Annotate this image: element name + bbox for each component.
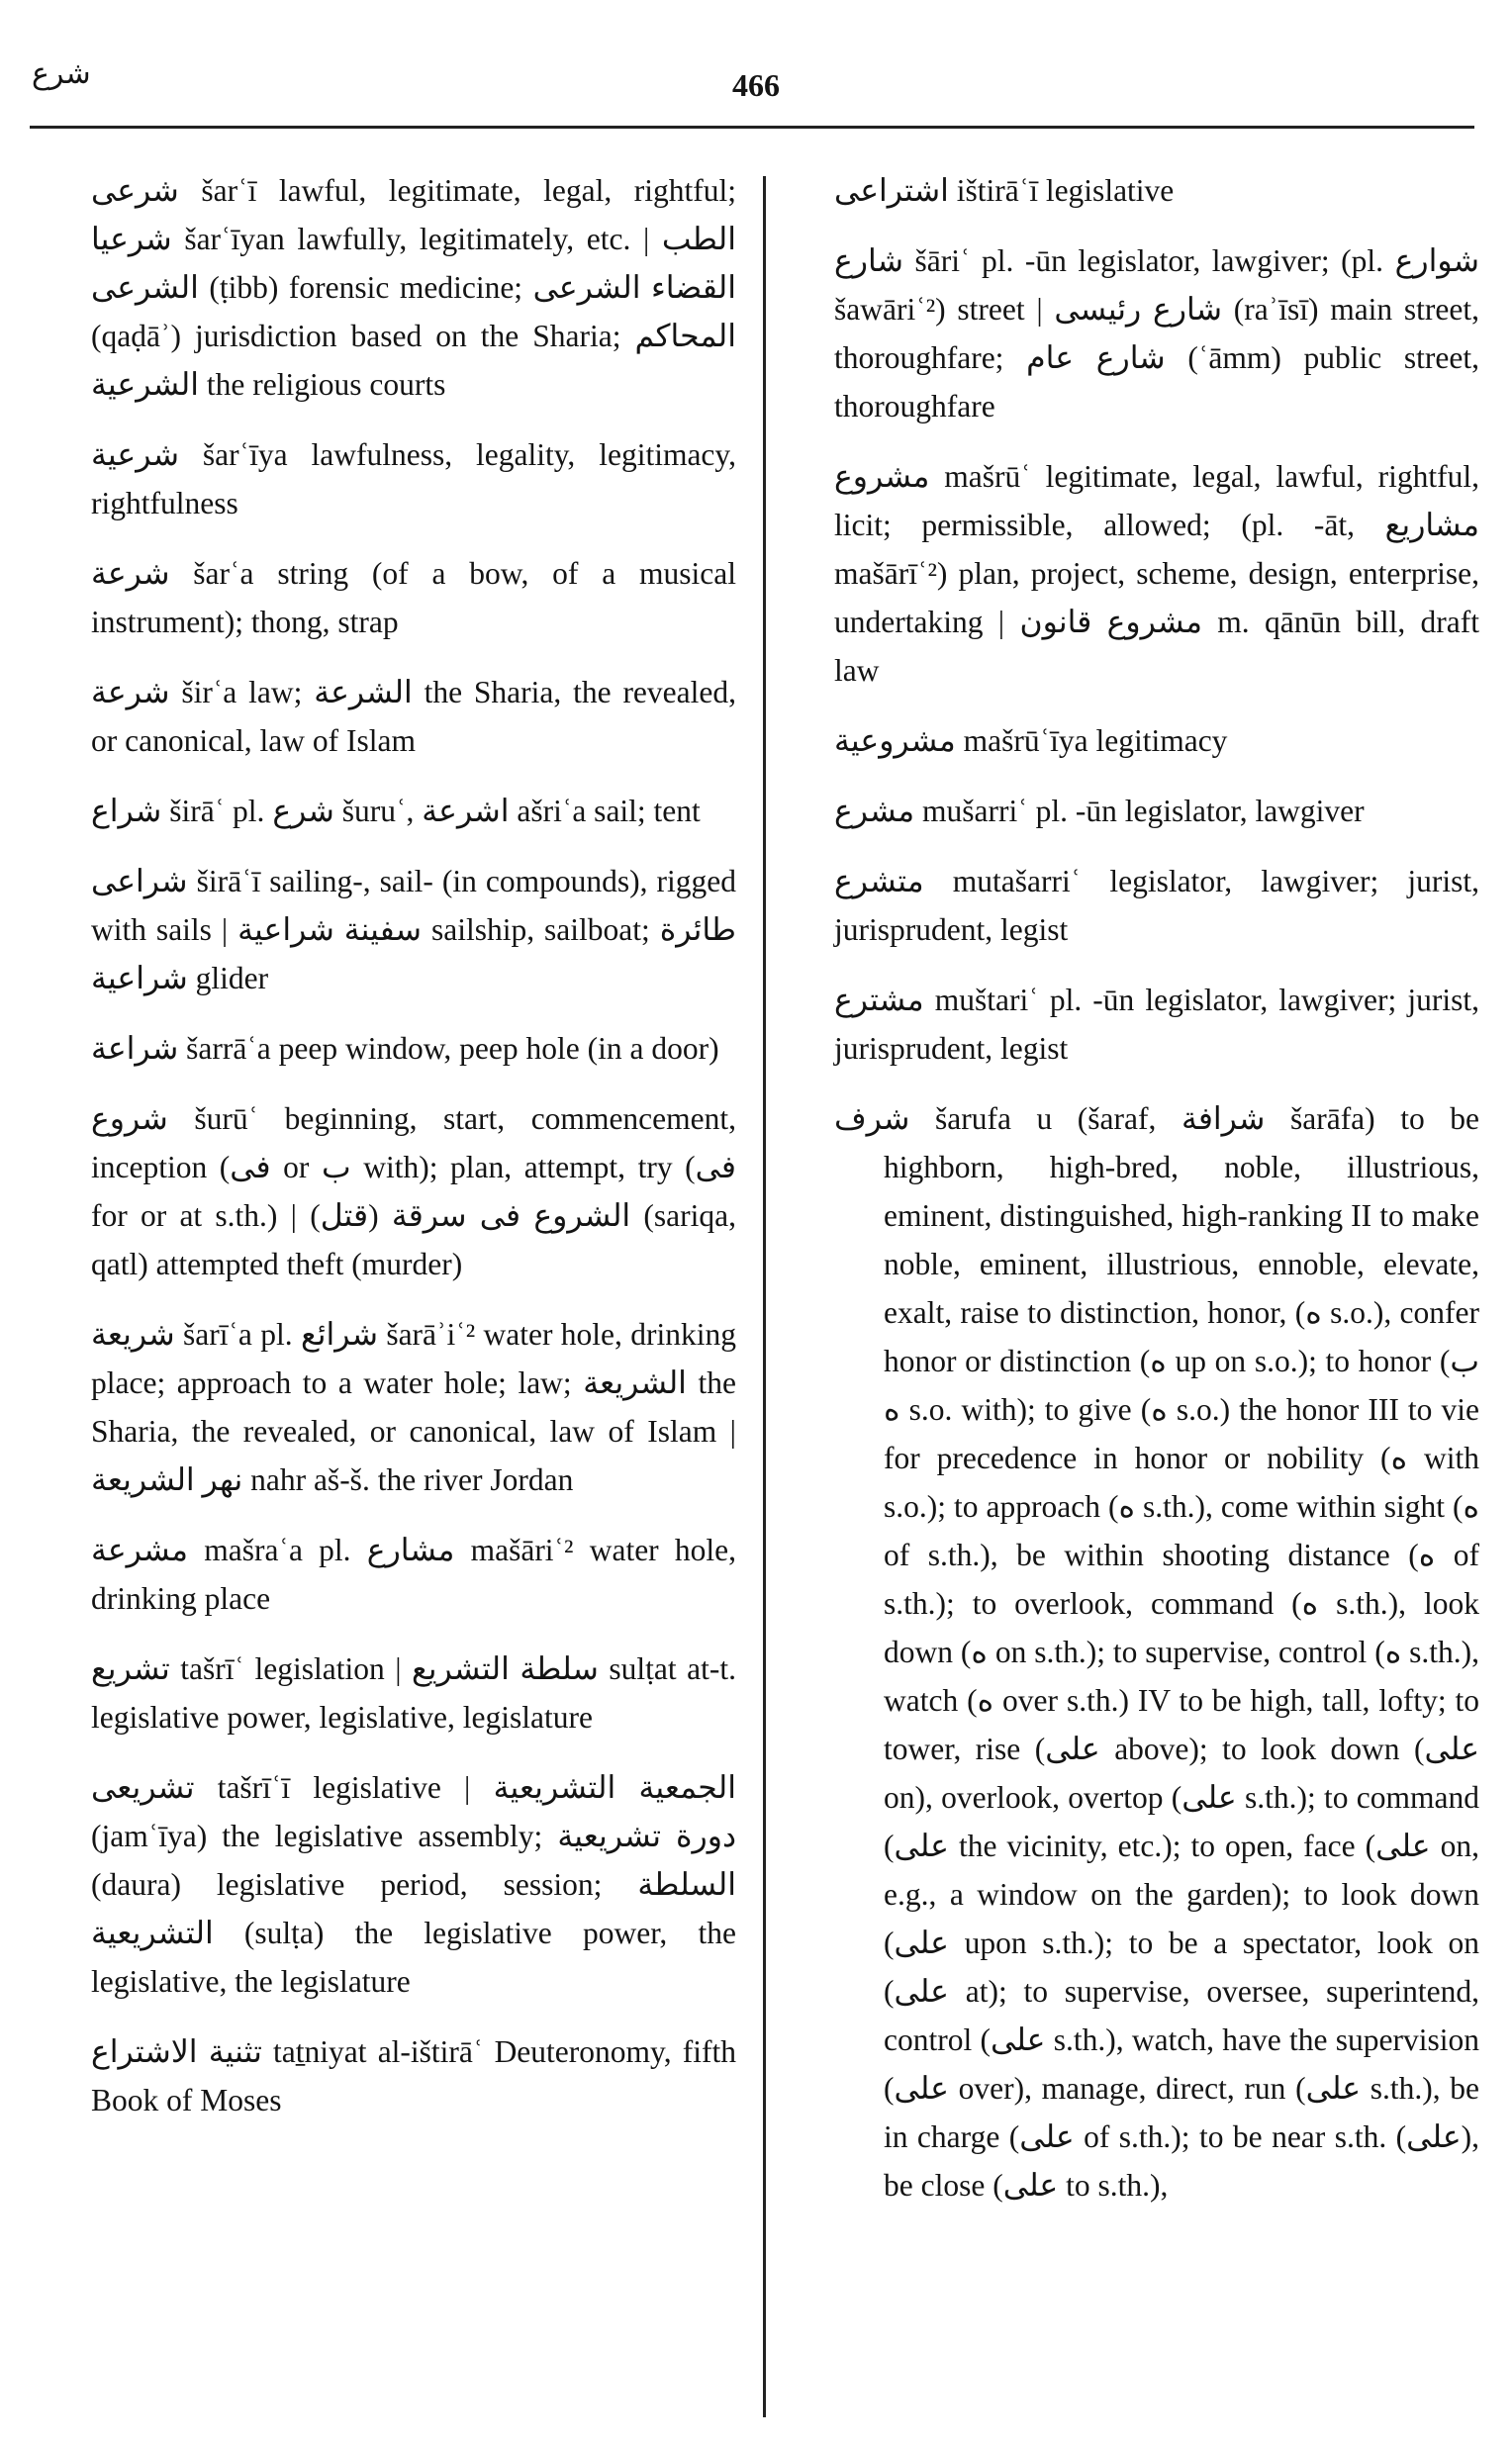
left-column: [91, 166, 736, 2146]
dictionary-entry: شرعية šarʿīya lawfulness, legality, legitimacy, rightfulness: [91, 437, 736, 520]
dictionary-entry: تشريعى tašrīʿī legislative | الجمعية التشريعية (jamʿīya) the legislative assembly; دورة تشريعية (daura) legislative period, session; السلطة التشريعية (sulṭa) the legislative power, the legislative, the legislature: [91, 1770, 736, 1999]
dictionary-entry: مشرع mušarriʿ pl. -ūn legislator, lawgiver: [834, 794, 1365, 828]
header-root-word: شرع: [32, 56, 91, 91]
column-divider: [763, 176, 766, 2417]
dictionary-entry: مشرعة mašraʿa pl. مشارع mašāriʿ² water hole, drinking place: [91, 1533, 736, 1616]
right-column: [834, 166, 1479, 2231]
dictionary-entry: مشروع mašrūʿ legitimate, legal, lawful, rightful, licit; permissible, allowed; (pl. -āt, مشاريع mašārīʿ²) plan, project, scheme, design, enterprise, undertaking | مشروع قانون m. qānūn bill, draft law: [834, 459, 1479, 688]
dictionary-entry: شرعة širʿa law; الشرعة the Sharia, the revealed, or canonical, law of Islam: [91, 675, 736, 758]
dictionary-entry: شروع šurūʿ beginning, start, commencement, inception (فى or ب with); plan, attempt, try (فى for or at s.th.) | الشروع فى سرقة (قتل) (sariqa, qatl) attempted theft (murder): [91, 1101, 737, 1281]
dictionary-entry: شرعى šarʿī lawful, legitimate, legal, rightful; شرعيا šarʿīyan lawfully, legitimately, etc. | الطب الشرعى (ṭibb) forensic medicine; القضاء الشرعى (qaḍāʾ) jurisdiction based on the Sharia; المحاكم الشرعية the religious courts: [91, 173, 736, 402]
dictionary-entry: شراعة šarrāʿa peep window, peep hole (in a door): [91, 1031, 719, 1066]
header-rule: [30, 126, 1474, 129]
dictionary-entry: شريعة šarīʿa pl. شرائع šarāʾiʿ² water hole, drinking place; approach to a water hole; law; الشريعة the Sharia, the revealed, or canonical, law of Islam | نهر الشريعة nahr aš-š. the river Jordan: [91, 1317, 736, 1497]
dictionary-entry: متشرع mutašarriʿ legislator, lawgiver; jurist, jurisprudent, legist: [834, 864, 1479, 947]
dictionary-entry: مشروعية mašrūʿīya legitimacy: [834, 723, 1228, 758]
dictionary-entry: شارع šāriʿ pl. -ūn legislator, lawgiver; (pl. شوارع šawāriʿ²) street | شارع رئيسى (raʾīsī) main street, thoroughfare; شارع عام (ʿāmm) public street, thoroughfare: [834, 243, 1480, 423]
page-number: 466: [732, 67, 780, 103]
dictionary-entry: شرعة šarʿa string (of a bow, of a musical instrument); thong, strap: [91, 556, 736, 639]
dictionary-entry: تشريع tašrīʿ legislation | سلطة التشريع sulṭat at-t. legislative power, legislative, legislature: [91, 1651, 736, 1735]
dictionary-entry: شراع širāʿ pl. شرع šuruʿ, اشرعة ašriʿa sail; tent: [91, 794, 701, 828]
dictionary-entry: تثنية الاشتراع taṯniyat al-ištirāʿ Deuteronomy, fifth Book of Moses: [91, 2034, 736, 2117]
root-entry: شرف šarufa u (šaraf, شرافة šarāfa) to be highborn, high-bred, noble, illustrious, eminent, distinguished, high-ranking II to make noble, eminent, illustrious, ennoble, elevate, exalt, raise to distinction, honor, (ه s.o.), confer honor or distinction (ه up on s.o.); to honor (ب ه s.o. with); to give (ه s.o.) the honor III to vie for precedence in honor or nobility (ه with s.o.); to approach (ه s.th.), come within sight (ه of s.th.), be within shooting distance (ه of s.th.); to overlook, command (ه s.th.), look down (ه on s.th.); to supervise, control (ه s.th.), watch (ه over s.th.) IV to be high, tall, lofty; to tower, rise (على above); to look down (على on), overlook, overtop (على s.th.); to command (على the vicinity, etc.); to open, face (على on, e.g., a window on the garden); to look down (على upon s.th.); to be a spectator, look on (على at); to supervise, oversee, superintend, control (على s.th.), watch, have the supervision (على over), manage, direct, run (على s.th.), be in charge (على of s.th.); to be near s.th. (على), be close (على to s.th.),: [834, 1101, 1480, 2203]
dictionary-entry: شراعى širāʿī sailing-, sail- (in compounds), rigged with sails | سفينة شراعية sailship, sailboat; طائرة شراعية glider: [91, 864, 737, 995]
dictionary-entry: مشترع muštariʿ pl. -ūn legislator, lawgiver; jurist, jurisprudent, legist: [834, 983, 1479, 1066]
dictionary-entry: اشتراعى ištirāʿī legislative: [834, 173, 1175, 208]
